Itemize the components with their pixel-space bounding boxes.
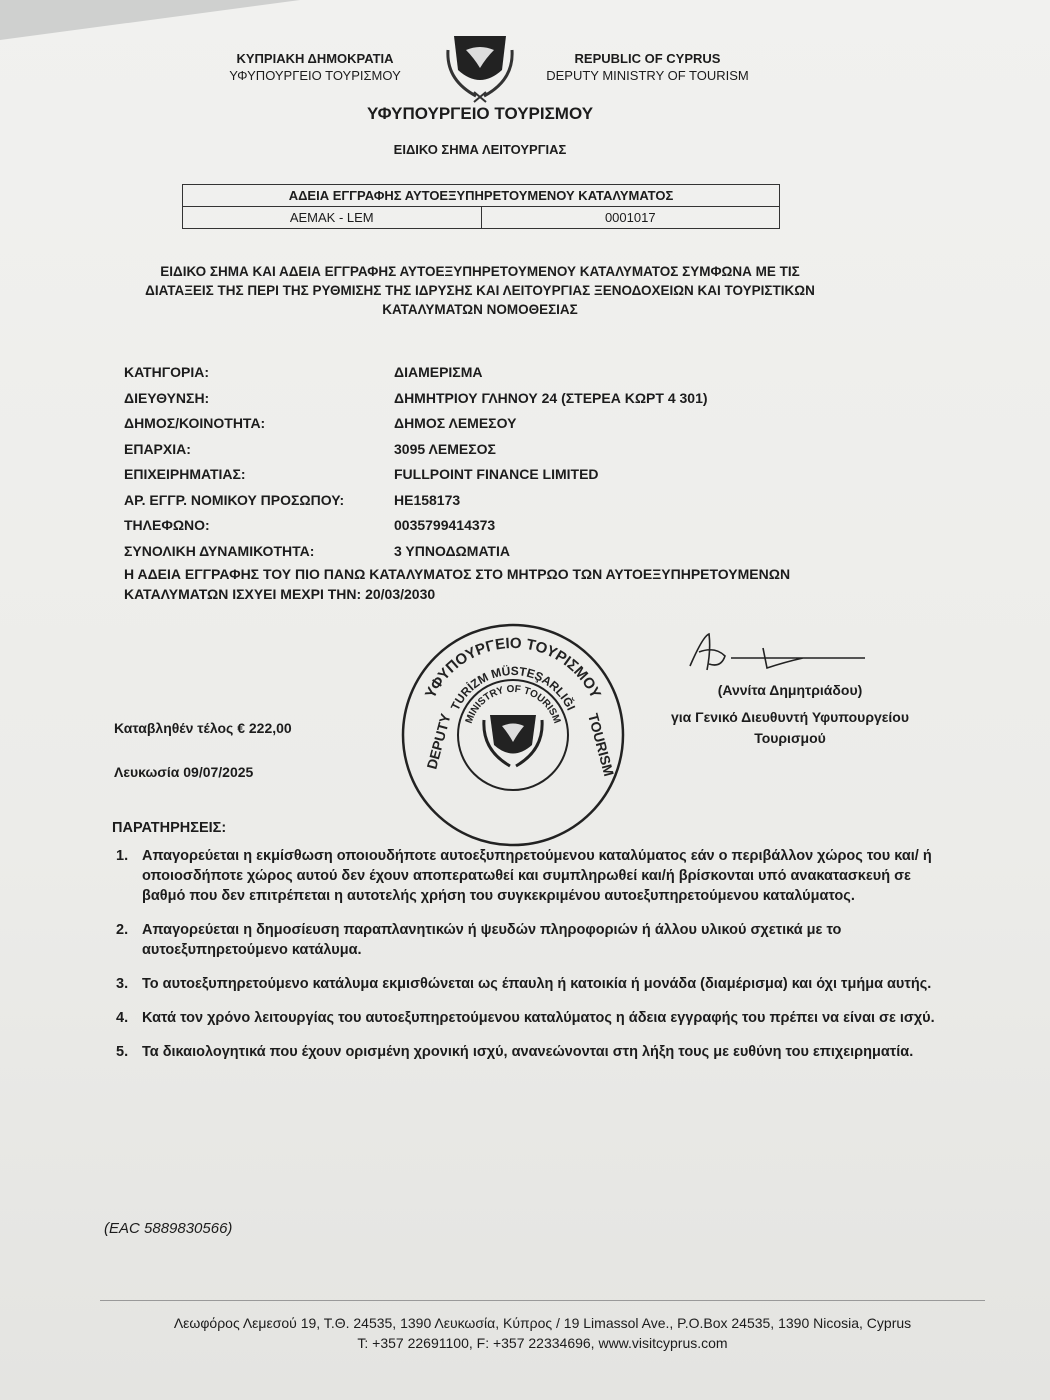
- remark-text: Απαγορεύεται η δημοσίευση παραπλανητικών ή ψευδών πληροφοριών ή άλλου υλικού σχετικά με το αυτοεξυπηρετούμενο κατάλυμα.: [142, 922, 842, 958]
- remark-item: [116, 974, 956, 994]
- remark-item: [116, 1008, 956, 1028]
- remark-number: 2.: [116, 922, 129, 938]
- field-value: 0035799414373: [394, 517, 496, 533]
- field-label: ΚΑΤΗΓΟΡΙΑ:: [124, 364, 210, 380]
- cyprus-emblem-icon: [440, 30, 520, 106]
- stamp-middle2-text: MINISTRY OF TOURISM: [463, 683, 563, 726]
- stamp-right-text: TOURISM: [585, 711, 618, 778]
- field-label: ΔΙΕΥΘΥΝΣΗ:: [124, 389, 210, 406]
- stamp-left-text: DEPUTY: [423, 711, 454, 771]
- document-title: ΥΦΥΠΟΥΡΓΕΙΟ ΤΟΥΡΙΣΜΟΥ: [366, 104, 594, 123]
- header-gr-line1: ΚΥΠΡΙΑΚΗ ΔΗΜΟΚΡΑΤΙΑ: [236, 51, 394, 66]
- license-code: ΑΕΜΑΚ - LEM: [183, 207, 482, 229]
- remark-text: Τα δικαιολογητικά που έχουν ορισμένη χρονική ισχύ, ανανεώνονται στη λήξη τους με ευθύνη του επιχειρηματία.: [142, 1044, 914, 1060]
- field-value: 3095 ΛΕΜΕΣΟΣ: [394, 440, 496, 457]
- validity-line1: Η ΑΔΕΙΑ ΕΓΓΡΑΦΗΣ ΤΟΥ ΠΙΟ ΠΑΝΩ ΚΑΤΑΛΥΜΑΤΟΣ ΣΤΟ ΜΗΤΡΩΟ ΤΩΝ ΑΥΤΟΕΞΥΠΗΡΕΤΟΥΜΕΝΩΝ: [124, 566, 791, 582]
- official-stamp: [398, 620, 628, 850]
- license-heading: ΑΔΕΙΑ ΕΓΓΡΑΦΗΣ ΑΥΤΟΕΞΥΠΗΡΕΤΟΥΜΕΝΟΥ ΚΑΤΑΛΥΜΑΤΟΣ: [183, 185, 780, 207]
- document-subtitle: ΕΙΔΙΚΟ ΣΗΜΑ ΛΕΙΤΟΥΡΓΙΑΣ: [393, 142, 567, 157]
- signatory-role-line2: Τουρισμού: [754, 730, 826, 746]
- field-value: ΔΗΜΟΣ ΛΕΜΕΣΟΥ: [394, 415, 517, 431]
- field-label: ΕΠΑΡΧΙΑ:: [124, 440, 191, 457]
- remark-number: 1.: [116, 848, 129, 864]
- license-box: [182, 184, 780, 229]
- validity-statement: [124, 564, 924, 604]
- remark-number: 3.: [116, 976, 129, 992]
- field-value: ΔΗΜΗΤΡΙΟΥ ΓΛΗΝΟΥ 24 (ΣΤΕΡΕΑ ΚΩΡΤ 4 301): [394, 389, 708, 406]
- validity-date: 20/03/2030: [365, 586, 436, 602]
- remark-number: 5.: [116, 1044, 129, 1060]
- eac-number: (EAC 5889830566): [104, 1220, 233, 1237]
- signatory-name: (Αννίτα Δημητριάδου): [717, 682, 863, 698]
- header-en-line2: DEPUTY MINISTRY OF TOURISM: [546, 68, 749, 83]
- field-value: ΔΙΑΜΕΡΙΣΜΑ: [394, 364, 483, 380]
- handwritten-signature: [685, 628, 870, 678]
- stamp-emblem-icon: [484, 715, 542, 766]
- header-en-line1: REPUBLIC OF CYPRUS: [574, 51, 721, 66]
- signature-block: [640, 680, 940, 749]
- stamp-middle1-text: TURİZM MÜSTEŞARLIĞI: [447, 663, 579, 713]
- header-greek: [210, 50, 420, 84]
- field-value: HE158173: [394, 491, 461, 508]
- field-value: 3 ΥΠΝΟΔΩΜΑΤΙΑ: [394, 542, 510, 559]
- footer-line2: T: +357 22691100, F: +357 22334696, www.visitcyprus.com: [357, 1335, 728, 1351]
- remark-item: [116, 920, 956, 960]
- remark-text: Απαγορεύεται η εκμίσθωση οποιουδήποτε αυτοεξυπηρετούμενου καταλύματος εάν ο περιβάλλον χώρος του και/ ή οποιοσδήποτε χώρος αυτού δεν έχουν αποπερατωθεί και συμπληρωθεί και/ή βρίσκονται υπό ανακατασκευή σε βαθμό που δεν επιτρέπεται η αυτοτελής χρήση του συγκεκριμένου αυτοεξυπηρετούμενου καταλύματος.: [142, 848, 932, 904]
- header-english: [530, 50, 765, 84]
- stamp-top-text: ΥΦΥΠΟΥΡΓΕΙΟ ΤΟΥΡΙΣΜΟΥ: [421, 634, 605, 702]
- signatory-role-line1: για Γενικό Διευθυντή Υφυπουργείου: [670, 709, 910, 725]
- license-number: 0001017: [481, 207, 780, 229]
- footer-line1: Λεωφόρος Λεμεσού 19, Τ.Θ. 24535, 1390 Λευκωσία, Κύπρος / 19 Limassol Ave., P.O.Box 24535, 1390 Nicosia, Cyprus: [173, 1315, 912, 1331]
- header-gr-line2: ΥΦΥΠΟΥΡΓΕΙΟ ΤΟΥΡΙΣΜΟΥ: [229, 68, 401, 83]
- remark-item: [116, 1042, 956, 1062]
- remark-number: 4.: [116, 1010, 129, 1026]
- fee-paid: Καταβληθέν τέλος € 222,00: [114, 720, 292, 736]
- field-label: ΤΗΛΕΦΩΝΟ:: [124, 517, 210, 533]
- validity-line2: ΚΑΤΑΛΥΜΑΤΩΝ ΙΣΧΥΕΙ ΜΕΧΡΙ ΤΗΝ:: [124, 586, 362, 602]
- field-label: ΣΥΝΟΛΙΚΗ ΔΥΝΑΜΙΚΟΤΗΤΑ:: [124, 542, 315, 559]
- field-value: FULLPOINT FINANCE LIMITED: [394, 466, 599, 482]
- field-label: ΑΡ. ΕΓΓΡ. ΝΟΜΙΚΟΥ ΠΡΟΣΩΠΟΥ:: [124, 491, 345, 508]
- issue-place-date: Λευκωσία 09/07/2025: [114, 764, 254, 780]
- intro-text: ΕΙΔΙΚΟ ΣΗΜΑ ΚΑΙ ΑΔΕΙΑ ΕΓΓΡΑΦΗΣ ΑΥΤΟΕΞΥΠΗΡΕΤΟΥΜΕΝΟΥ ΚΑΤΑΛΥΜΑΤΟΣ ΣΥΜΦΩΝΑ ΜΕ ΤΙΣ ΔΙΑΤΑΞΕΙΣ ΤΗΣ ΠΕΡΙ ΤΗΣ ΡΥΘΜΙΣΗΣ ΤΗΣ ΙΔΡΥΣΗΣ ΚΑΙ ΛΕΙΤΟΥΡΓΙΑΣ ΞΕΝΟΔΟΧΕΙΩΝ ΚΑΙ ΤΟΥΡΙΣΤΙΚΩΝ ΚΑΤΑΛΥΜΑΤΩΝ ΝΟΜΟΘΕΣΙΑΣ: [145, 264, 815, 317]
- remarks-heading: ΠΑΡΑΤΗΡΗΣΕΙΣ:: [112, 820, 227, 836]
- remark-text: Το αυτοεξυπηρετούμενο κατάλυμα εκμισθώνεται ως έπαυλη ή κατοικία ή μονάδα (διαμέρισμα) και όχι τμήμα αυτής.: [142, 976, 932, 992]
- footer-address: [100, 1313, 985, 1353]
- field-label: ΔΗΜΟΣ/ΚΟΙΝΟΤΗΤΑ:: [124, 415, 266, 431]
- remark-item: [116, 846, 956, 906]
- field-label: ΕΠΙΧΕΙΡΗΜΑΤΙΑΣ:: [124, 466, 246, 482]
- photo-background-corner: [0, 0, 300, 40]
- remark-text: Κατά τον χρόνο λειτουργίας του αυτοεξυπηρετούμενου καταλύματος η άδεια εγγραφής του πρέπει να είναι σε ισχύ.: [142, 1010, 935, 1026]
- remarks-list: [116, 846, 956, 1076]
- footer-divider: [100, 1300, 985, 1301]
